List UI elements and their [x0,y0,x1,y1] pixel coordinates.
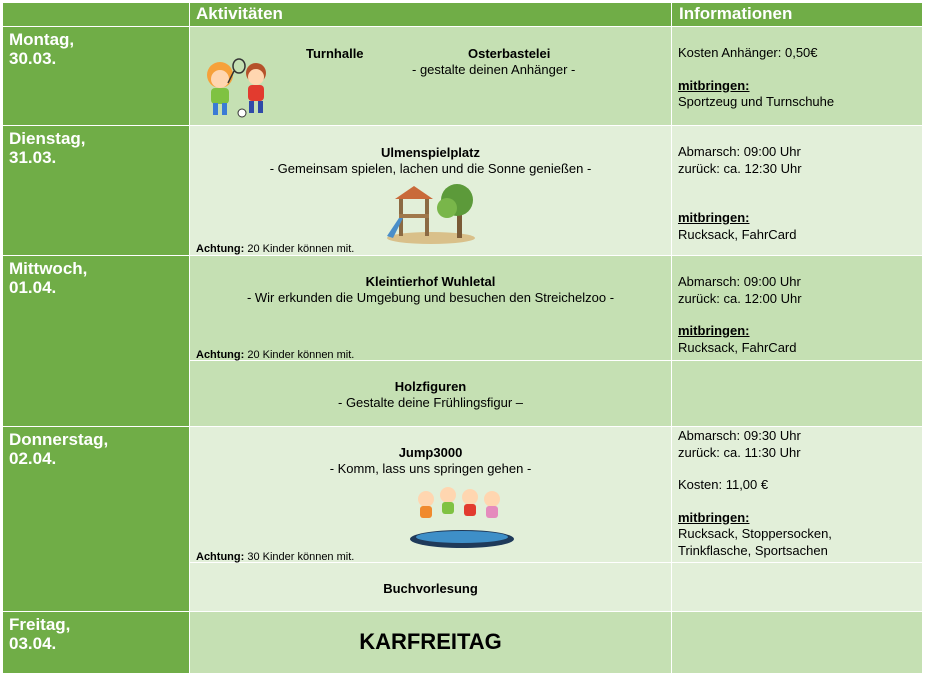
day-date: 02.04. [9,449,57,468]
info-wednesday [672,256,922,360]
day-wednesday [3,256,189,426]
info-cost: Kosten: 11,00 € [678,477,769,492]
info-depart: Abmarsch: 09:00 Uhr [678,274,801,289]
info-cost: Kosten Anhänger: 0,50€ [678,45,818,60]
activity-thursday-1 [190,427,671,562]
day-monday [3,27,189,125]
info-bring-label: mitbringen: [678,77,750,93]
info-wednesday-2-empty [672,361,922,426]
day-name: Mittwoch, [9,259,88,278]
activity-friday [190,612,671,673]
activity-wednesday-2 [190,361,671,426]
activity-title: Kleintierhof Wuhletal [365,274,496,289]
info-monday [672,27,922,125]
activity-title: Buchvorlesung [383,581,478,596]
activity-thursday-2 [190,563,671,611]
day-date: 30.03. [9,49,57,68]
activity-subtitle: - Komm, lass uns springen gehen - [329,461,532,476]
activity-subtitle: - Gemeinsam spielen, lachen und die Sonne genießen - [269,161,592,176]
activity-tuesday [190,126,671,255]
capacity-note [196,241,354,257]
info-depart: Abmarsch: 09:00 Uhr [678,144,801,159]
info-bring: Rucksack, FahrCard [678,226,797,242]
activity-title: Ulmenspielplatz [381,145,480,160]
holiday-title: KARFREITAG [359,629,502,654]
note-label: Achtung: [196,349,245,361]
header-day-column [3,3,189,26]
note-label: Achtung: [196,551,245,563]
activity-title: Jump3000 [398,445,463,460]
day-tuesday [3,126,189,255]
playground-illustration [385,182,477,244]
trampoline-illustration [408,487,518,551]
info-return: zurück: ca. 12:00 Uhr [678,290,802,306]
header-information: Informationen [672,3,922,26]
note-text: 20 Kinder können mit. [244,349,355,361]
day-name: Donnerstag, [9,430,109,449]
activity-subtitle: - gestalte deinen Anhänger - [412,62,576,77]
activity-title: Holzfiguren [394,379,467,394]
header-activities: Aktivitäten [190,3,671,26]
info-bring-label: mitbringen: [678,509,750,525]
activity-wednesday-1 [190,256,671,360]
day-friday [3,612,189,673]
day-name: Dienstag, [9,129,86,148]
day-name: Freitag, [9,615,71,634]
activity-subtitle: - Wir erkunden die Umgebung und besuchen den Streichelzoo - [246,290,615,305]
info-bring-label: mitbringen: [678,323,750,338]
note-text: 20 Kinder können mit. [244,243,355,255]
info-return: zurück: ca. 11:30 Uhr [678,444,801,460]
info-thursday-2-empty [672,563,922,611]
info-tuesday [672,126,922,255]
info-bring-line1: Rucksack, Stoppersocken, [678,526,832,541]
info-friday-empty [672,612,922,673]
note-label: Achtung: [196,243,245,255]
day-date: 31.03. [9,148,57,167]
info-bring: Rucksack, FahrCard [678,339,797,355]
day-date: 03.04. [9,634,57,653]
info-return: zurück: ca. 12:30 Uhr [678,160,802,176]
note-text: 30 Kinder können mit. [244,551,355,563]
day-thursday [3,427,189,611]
info-bring: Sportzeug und Turnschuhe [678,94,835,109]
day-name: Montag, [9,30,75,49]
activity-title-turnhalle: Turnhalle [306,46,364,61]
info-bring-line2: Trinkflasche, Sportsachen [678,542,828,558]
info-depart: Abmarsch: 09:30 Uhr [678,428,801,443]
activity-monday [190,27,671,125]
activity-subtitle: - Gestalte deine Frühlingsfigur – [338,395,523,410]
activity-title-osterbastelei: Osterbastelei [468,46,551,61]
day-date: 01.04. [9,278,57,297]
info-bring-label: mitbringen: [678,210,750,225]
info-thursday [672,427,922,562]
kids-sport-illustration [194,57,282,119]
